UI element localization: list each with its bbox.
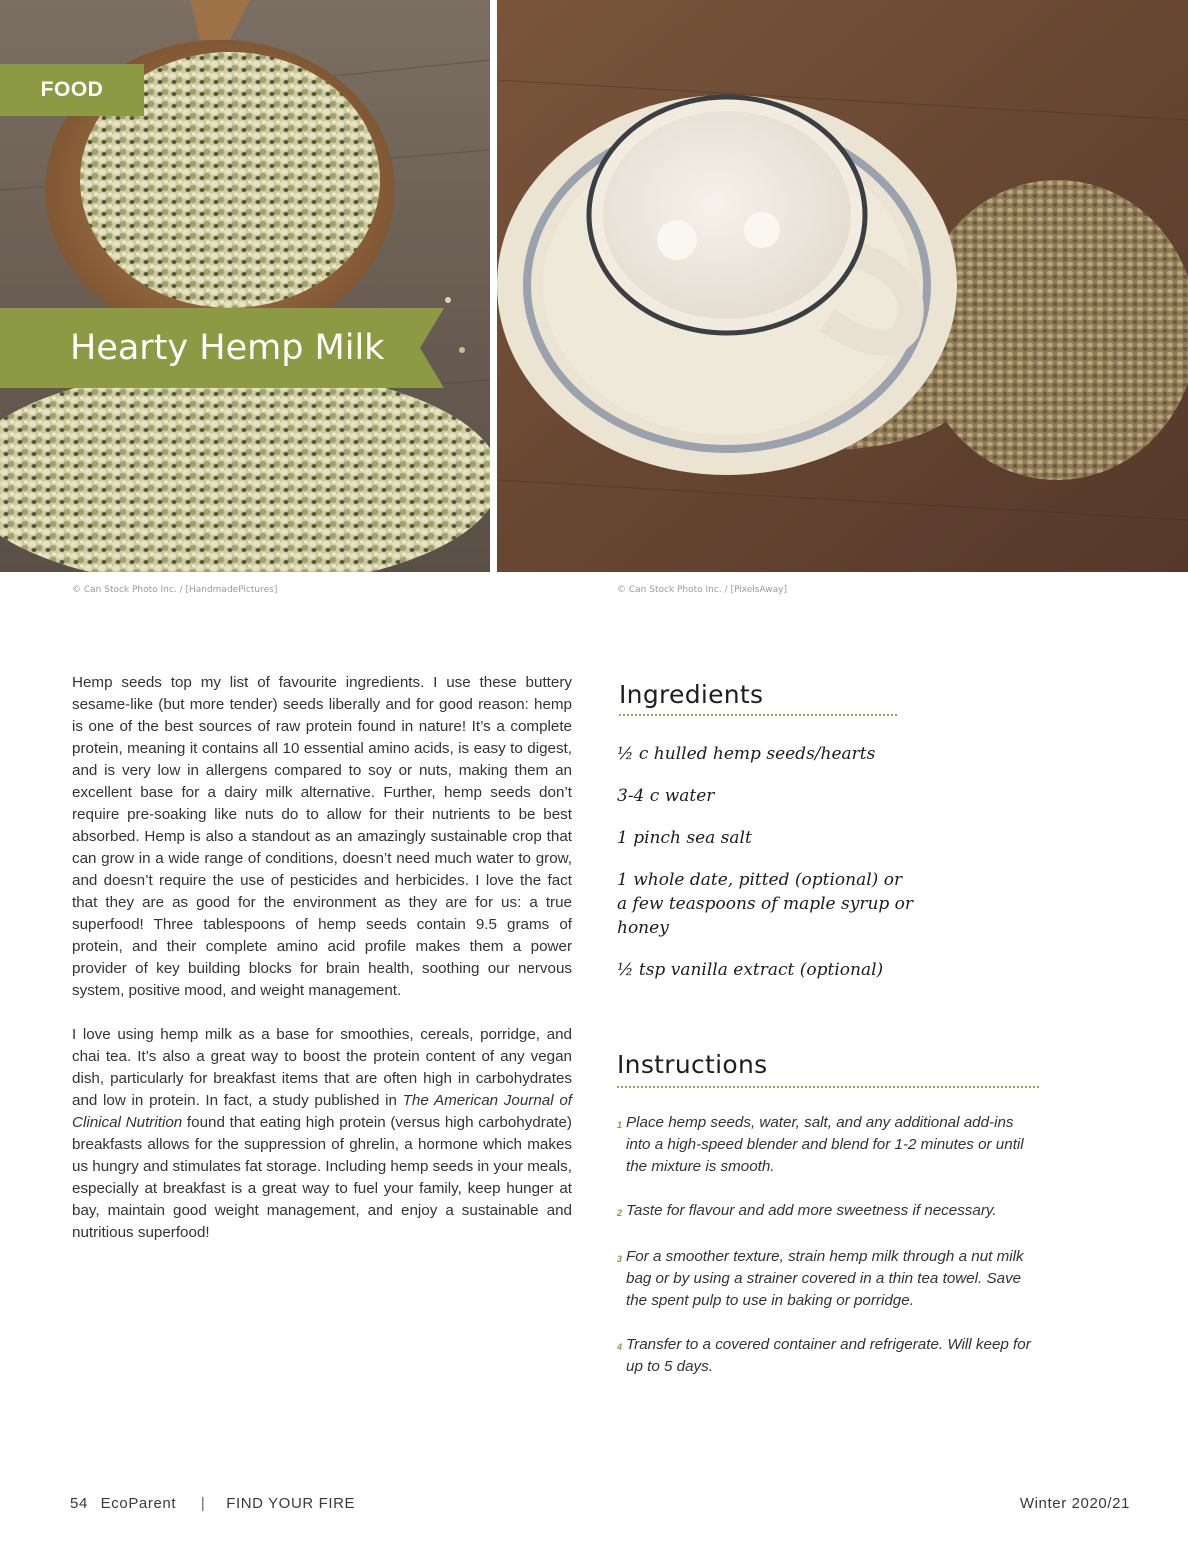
ingredients-heading: Ingredients: [619, 680, 764, 709]
magazine-tagline: FIND YOUR FIRE: [226, 1495, 356, 1512]
instruction-step: [617, 1112, 1039, 1178]
article-paragraph-2: I love using hemp milk as a base for smoothies, cereals, porridge, and chai tea. It’s also a great way to boost the protein content of any vegan dish, particularly for breakfast items that are often high in carbohydrates and low in protein. In fact, a study published in The American Journal of Clinical Nutrition found that eating high protein (versus high carbohydrate) breakfasts allows for the suppression of ghrelin, a hormone which makes us hungry and stimulates fat storage. Including hemp seeds in your meals, especially at breakfast is a great way to fuel your family, keep hunger at bay, maintain good weight management, and enjoy a sustainable and nutritious superfood!: [72, 1026, 572, 1241]
instructions-divider: [617, 1086, 1039, 1088]
step-number: 1: [617, 1120, 623, 1130]
step-number: 3: [617, 1254, 623, 1264]
step-text: For a smoother texture, strain hemp milk through a nut milk bag or by using a strainer covered in a thin tea towel. Save the spent pulp to use in baking or porridge.: [626, 1248, 1024, 1309]
ingredients-divider: [619, 714, 897, 716]
hemp-milk-cup-photo: [497, 0, 1188, 572]
footer-separator: |: [200, 1495, 206, 1512]
article-paragraph-1: Hemp seeds top my list of favourite ingredients. I use these buttery sesame-like (but more tender) seeds liberally and for good reason: hemp is one of the best sources of raw protein found in nature! It’s a complete protein, meaning it contains all 10 essential amino acids, is easy to digest, and is very low in allergens compared to soy or nuts, making them an excellent base for a dairy milk alternative. Further, hemp seeds don’t require pre-soaking like nuts do to allow for their nutrients to be best absorbed. Hemp is also a standout as an amazingly sustainable crop that can grow in a wide range of conditions, doesn’t need much water to grow, and doesn’t require the use of pesticides and herbicides. I love the fact that they are as good for the environment as they are for us: a true superfood! Three tablespoons of hemp seeds contain 9.5 grams of protein, and their complete amino acid profile makes them a power provider of key building blocks for brain health, soothing our nervous system, positive mood, and weight management.: [72, 674, 572, 999]
ingredient-item: 1 whole date, pitted (optional) or a few teaspoons of maple syrup or honey: [617, 870, 914, 938]
step-text: Taste for flavour and add more sweetness if necessary.: [626, 1202, 997, 1219]
instruction-step: [617, 1246, 1039, 1312]
step-number: 4: [617, 1342, 623, 1352]
instruction-step: [617, 1334, 1039, 1378]
ingredients-list: [617, 742, 917, 1000]
ingredient-item: 3-4 c water: [617, 786, 715, 806]
journal-title: The American Journal of Clinical Nutrition: [72, 1092, 572, 1131]
instructions-heading: Instructions: [617, 1050, 768, 1079]
photo-credit-left: © Can Stock Photo Inc. / [HandmadePictures]: [72, 585, 278, 595]
ingredient-item: ½ c hulled hemp seeds/hearts: [617, 744, 876, 764]
page-number: 54: [70, 1495, 88, 1512]
step-number: 2: [617, 1208, 623, 1218]
issue-date: Winter 2020/21: [1019, 1495, 1130, 1512]
instructions-list: [617, 1112, 1039, 1400]
ingredient-item: ½ tsp vanilla extract (optional): [617, 960, 884, 980]
ingredient-item: 1 pinch sea salt: [617, 828, 752, 848]
category-tag: FOOD: [0, 64, 144, 116]
instruction-step: [617, 1200, 1039, 1224]
title-banner: [0, 308, 444, 388]
footer-left: [70, 1495, 355, 1512]
step-text: Place hemp seeds, water, salt, and any additional add-ins into a high-speed blender and blend for 1-2 minutes or until the mixture is smooth.: [626, 1114, 1024, 1175]
photo-credit-right: © Can Stock Photo Inc. / [PixelsAway]: [617, 585, 787, 595]
page-title: Hearty Hemp Milk: [70, 328, 385, 368]
magazine-name: EcoParent: [100, 1495, 177, 1512]
article-body: [72, 672, 572, 1266]
step-text: Transfer to a covered container and refrigerate. Will keep for up to 5 days.: [626, 1336, 1031, 1375]
